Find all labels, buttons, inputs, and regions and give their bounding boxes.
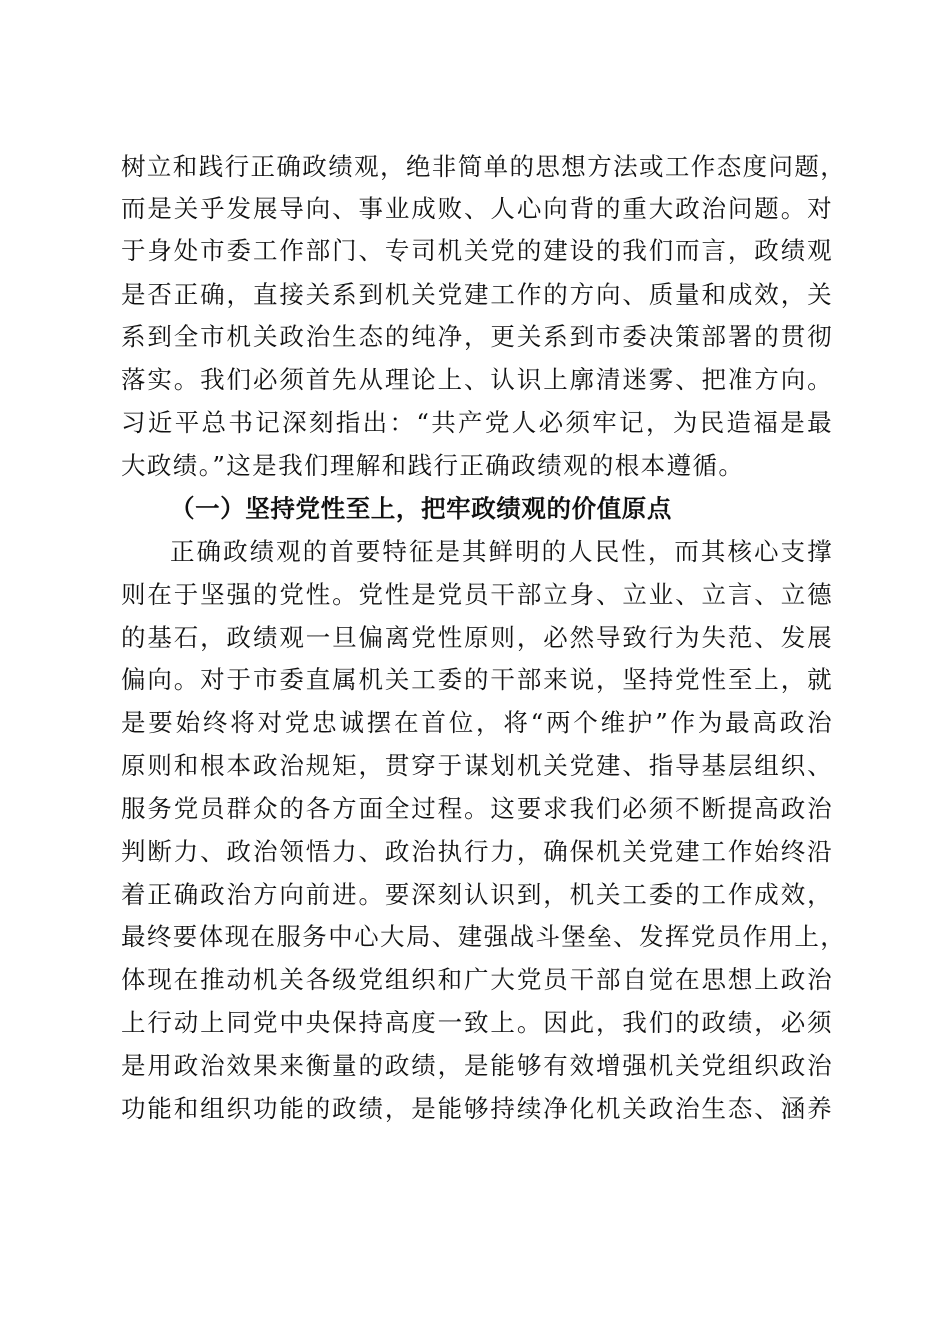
body-line-10: 最终要体现在服务中心大局、建强战斗堡垒、发挥党员作用上， (121, 922, 847, 951)
body-line-13: 是用政治效果来衡量的政绩，是能够有效增强机关党组织政治 (121, 1051, 833, 1080)
body-line-1: 正确政绩观的首要特征是其鲜明的人民性，而其核心支撑 (170, 537, 833, 566)
body-line-2: 则在于坚强的党性。党性是党员干部立身、立业、立言、立德 (121, 580, 833, 609)
body-line-14: 功能和组织功能的政绩，是能够持续净化机关政治生态、涵养 (121, 1094, 833, 1123)
intro-line-6: 落实。我们必须首先从理论上、认识上廓清迷雾、把准方向。 (121, 365, 833, 394)
intro-line-3: 于身处市委工作部门、专司机关党的建设的我们而言，政绩观 (121, 236, 833, 265)
body-line-5: 是要始终将对党忠诚摆在首位，将“两个维护”作为最高政治 (121, 708, 833, 737)
body-line-9: 着正确政治方向前进。要深刻认识到，机关工委的工作成效， (121, 880, 833, 909)
intro-line-2: 而是关乎发展导向、事业成败、人心向背的重大政治问题。对 (121, 194, 833, 223)
intro-line-1: 树立和践行正确政绩观，绝非简单的思想方法或工作态度问题， (121, 152, 847, 181)
intro-line-8: 大政绩。”这是我们理解和践行正确政绩观的根本遵循。 (121, 451, 745, 480)
body-line-8: 判断力、政治领悟力、政治执行力，确保机关党建工作始终沿 (121, 837, 833, 866)
intro-line-5: 系到全市机关政治生态的纯净，更关系到市委决策部署的贯彻 (121, 322, 833, 351)
body-line-6: 原则和根本政治规矩，贯穿于谋划机关党建、指导基层组织、 (121, 751, 833, 780)
section-heading: （一）坚持党性至上，把牢政绩观的价值原点 (170, 494, 672, 523)
intro-line-4: 是否正确，直接关系到机关党建工作的方向、质量和成效，关 (121, 280, 833, 309)
body-line-7: 服务党员群众的各方面全过程。这要求我们必须不断提高政治 (121, 794, 833, 823)
body-line-4: 偏向。对于市委直属机关工委的干部来说，坚持党性至上，就 (121, 665, 833, 694)
intro-line-7: 习近平总书记深刻指出：“共产党人必须牢记，为民造福是最 (121, 408, 833, 437)
body-line-11: 体现在推动机关各级党组织和广大党员干部自觉在思想上政治 (121, 965, 833, 994)
body-line-12: 上行动上同党中央保持高度一致上。因此，我们的政绩，必须 (121, 1008, 833, 1037)
body-line-3: 的基石，政绩观一旦偏离党性原则，必然导致行为失范、发展 (121, 623, 833, 652)
